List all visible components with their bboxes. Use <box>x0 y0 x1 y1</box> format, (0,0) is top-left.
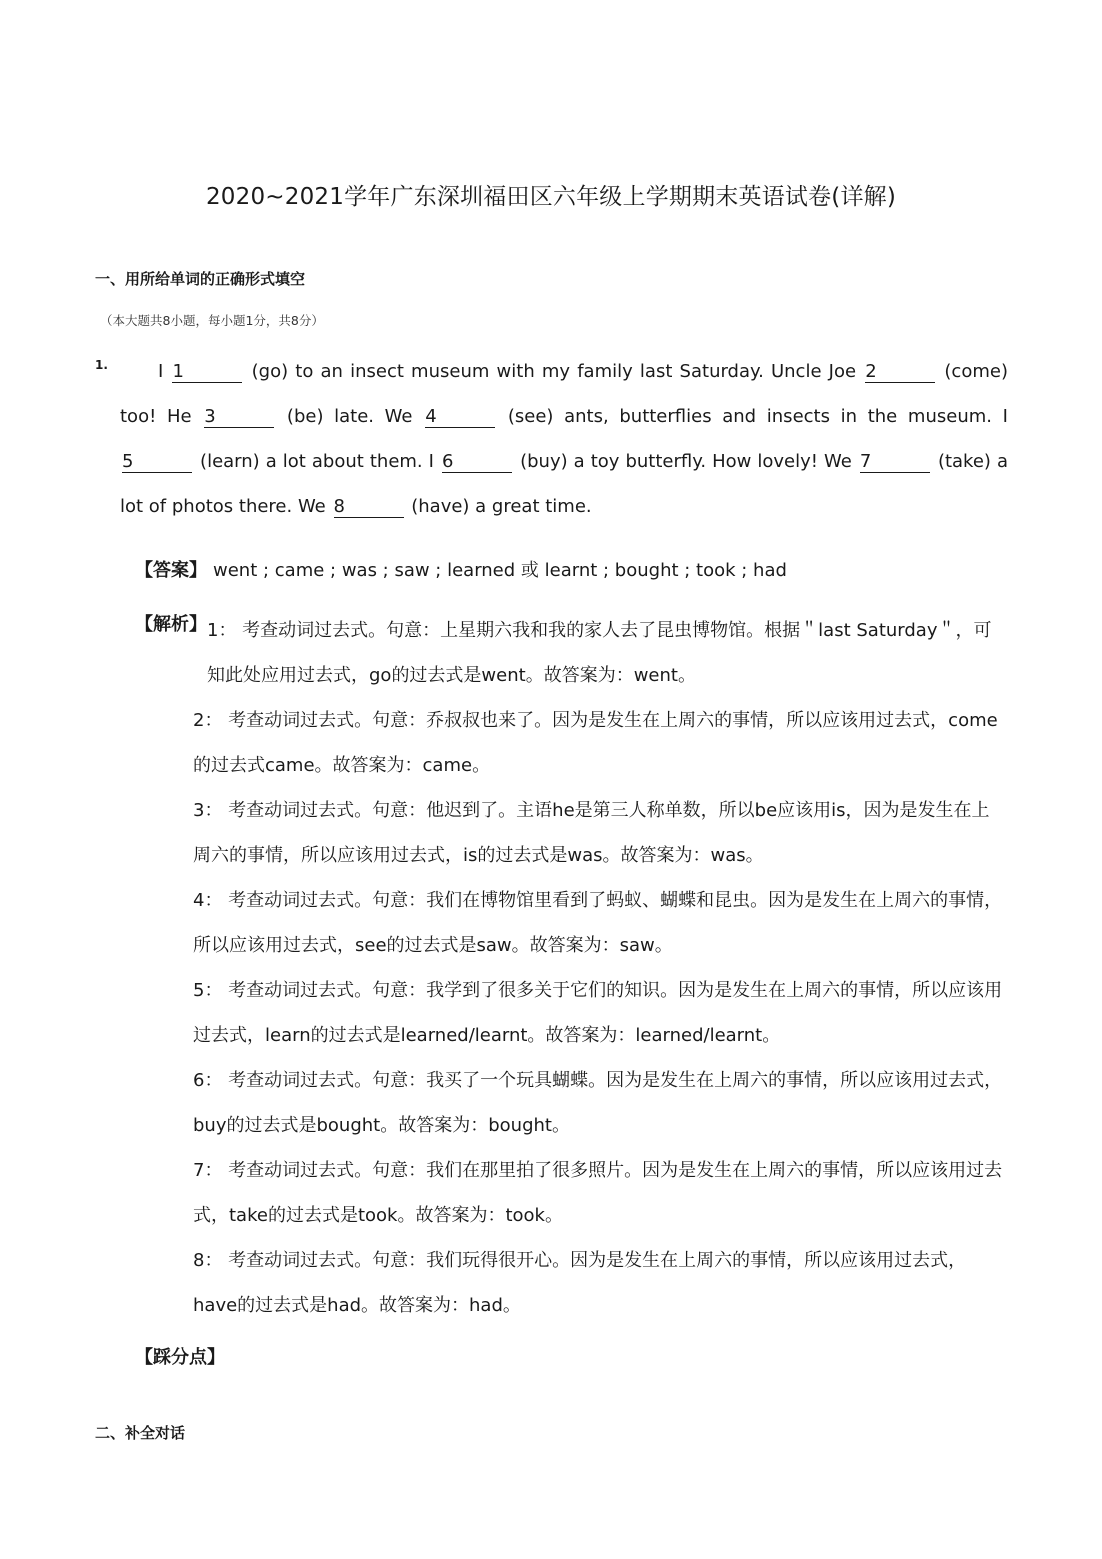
passage-text: (go) to an insect museum with my family last Saturday. Uncle Joe <box>251 361 857 382</box>
analysis-item: 7： 考查动词过去式。句意：我们在那里拍了很多照片。因为是发生在上周六的事情，所以应该用过去式，take的过去式是took。故答案为：took。 <box>193 1160 1003 1226</box>
passage-text: (buy) a toy butterfly. How lovely! We <box>520 451 852 472</box>
analysis-list <box>135 608 1005 1328</box>
passage-text: (see) ants, butterflies and insects in the museum. I <box>507 406 1008 427</box>
section-1-meta: （本大题共8小题，每小题1分，共8分） <box>100 313 324 328</box>
keypoint-label: 【踩分点】 <box>135 1347 225 1368</box>
blank-7: 7 <box>860 452 930 473</box>
passage-text: (learn) a lot about them. I <box>200 451 434 472</box>
question-passage <box>120 349 1008 529</box>
section-2-heading: 二、补全对话 <box>95 1424 186 1442</box>
answer-text: went ; came ; was ; saw ; learned 或 learnt ; bought ; took ; had <box>213 560 787 581</box>
analysis-item: 2： 考查动词过去式。句意：乔叔叔也来了。因为是发生在上周六的事情，所以应该用过去式，come的过去式came。故答案为：came。 <box>193 710 998 776</box>
analysis-item: 3： 考查动词过去式。句意：他迟到了。主语he是第三人称单数，所以be应该用is，因为是发生在上周六的事情，所以应该用过去式，is的过去式是was。故答案为：was。 <box>193 800 990 866</box>
analysis-item: 1： 考查动词过去式。句意：上星期六我和我的家人去了昆虫博物馆。根据＂last Saturday＂，可知此处应用过去式，go的过去式是went。故答案为：went。 <box>207 620 992 686</box>
blank-4: 4 <box>425 407 495 428</box>
analysis-block <box>135 608 1005 1328</box>
passage-text: (come) too! He <box>120 361 1008 427</box>
analysis-item: 8： 考查动词过去式。句意：我们玩得很开心。因为是发生在上周六的事情，所以应该用过去式，have的过去式是had。故答案为：had。 <box>193 1250 967 1316</box>
answer-row <box>135 556 787 586</box>
blank-1: 1 <box>172 362 242 383</box>
passage-text: (have) a great time. <box>411 496 592 517</box>
analysis-item: 5： 考查动词过去式。句意：我学到了很多关于它们的知识。因为是发生在上周六的事情，所以应该用过去式，learn的过去式是learned/learnt。故答案为：learned/learnt。 <box>193 980 1003 1046</box>
page-title: 2020~2021学年广东深圳福田区六年级上学期期末英语试卷(详解) <box>205 184 897 210</box>
analysis-item: 6： 考查动词过去式。句意：我买了一个玩具蝴蝶。因为是发生在上周六的事情，所以应该用过去式，buy的过去式是bought。故答案为：bought。 <box>193 1070 1003 1136</box>
blank-8: 8 <box>334 497 404 518</box>
analysis-item: 4： 考查动词过去式。句意：我们在博物馆里看到了蚂蚁、蝴蝶和昆虫。因为是发生在上周六的事情，所以应该用过去式，see的过去式是saw。故答案为：saw。 <box>193 890 1003 956</box>
section-1-heading: 一、用所给单词的正确形式填空 <box>95 270 306 288</box>
analysis-label: 【解析】 <box>135 614 207 635</box>
blank-3: 3 <box>204 407 274 428</box>
blank-6: 6 <box>442 452 512 473</box>
passage-text: (take) a lot of photos there. We <box>120 451 1008 517</box>
blank-5: 5 <box>122 452 192 473</box>
blank-2: 2 <box>865 362 935 383</box>
question-number: 1. <box>95 358 108 372</box>
passage-text: (be) late. We <box>286 406 413 427</box>
passage-text: I <box>158 361 164 382</box>
answer-label: 【答案】 <box>135 560 207 581</box>
